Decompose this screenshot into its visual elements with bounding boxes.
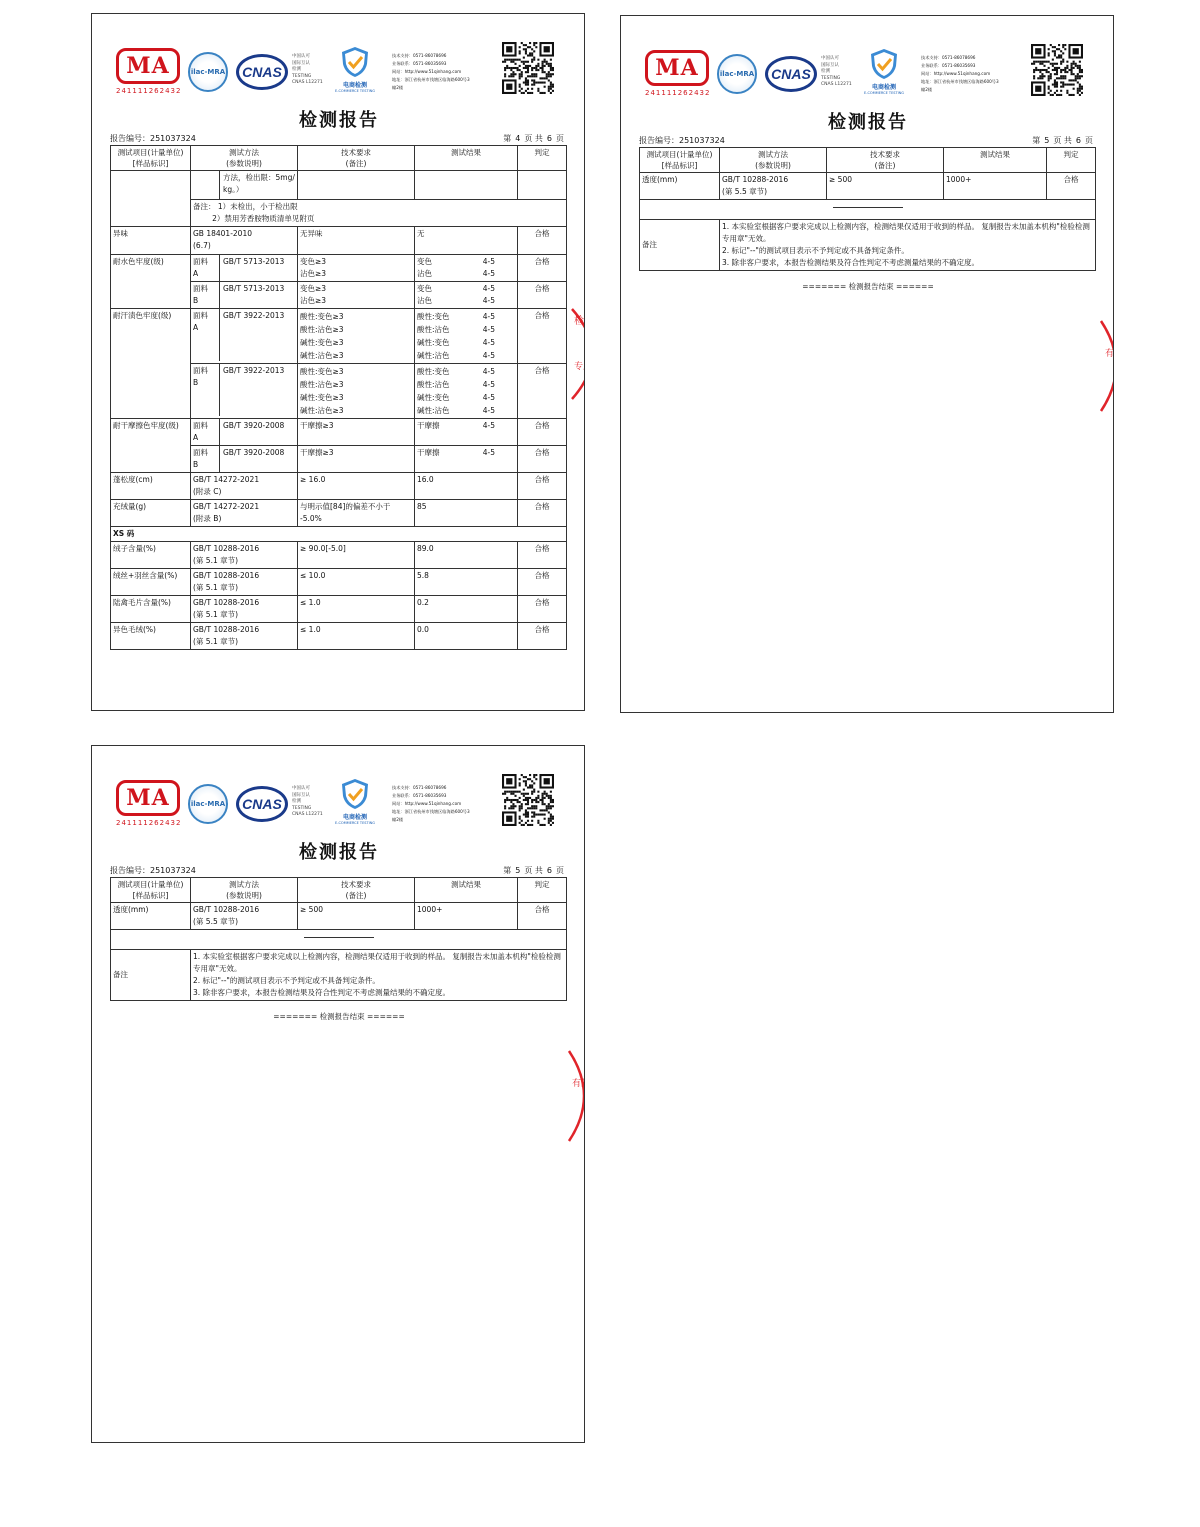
result-cell: 1000+ [415,903,518,930]
method-cell: GB/T 10288-2016 (第 5.1 章节) [191,569,298,596]
table-row [111,309,567,364]
requirement-cell: 无异味 [298,227,415,255]
report-meta [110,865,566,876]
contact-info [392,52,502,92]
contact-line: 网站：http://www.51qinhang.com [392,801,462,806]
report-number [110,865,196,876]
requirement-cell: 酸性:变色≥3 酸性:沾色≥3 碱性:变色≥3 碱性:沾色≥3 [298,309,415,364]
item-cell: 耐汗渍色牢度(级) [111,309,191,419]
shield-check-icon [869,48,899,80]
judgement-cell: 合格 [518,473,567,500]
size-label: XS 码 [111,527,567,542]
page-prefix: 第 [503,134,512,143]
ecommerce-testing-logo [330,46,380,98]
requirement-cell: 变色≥3 沾色≥3 [298,255,415,282]
page-number: 5 [515,866,521,875]
judgement-cell: 合格 [518,596,567,623]
table-header-row [111,146,567,171]
col-judgement: 判定 [1047,148,1096,173]
contact-line: 幢2楼 [921,87,933,92]
result-label: 变色 [417,284,432,293]
judgement-cell: 合格 [518,623,567,650]
method-cell: GB/T 5713-2013 [223,284,285,293]
page-total: 6 [546,134,552,143]
result-value: 4-5 [482,284,495,293]
contact-line: 技术支持：0571-86078696 [392,785,447,790]
report-header [639,44,1085,104]
result-cell: 5.8 [415,569,518,596]
item-cell: 耐干摩擦色牢度(级) [111,419,191,473]
item-cell: 充绒量(g) [111,500,191,527]
page-prefix: 第 [503,866,512,875]
contact-line: 业务联系：0571-86035693 [392,61,447,66]
col-method: 测试方法 (参数说明) [720,148,827,173]
report-title: 检测报告 [828,112,908,133]
page-suffix: 页 [556,134,564,143]
contact-line: 网站：http://www.51qinhang.com [392,69,462,74]
result-cell: 1000+ [944,173,1047,200]
remarks-label: 备注 [111,950,191,1001]
col-item: 测试项目(计量单位) [样品标识] [111,146,191,171]
method-cell: GB/T 3922-2013 [223,311,285,320]
page-number: 5 [1044,136,1050,145]
shield-check-icon [340,778,370,810]
ec-title: 电商检测 [342,814,367,821]
col-requirement: 技术要求 (备注) [298,878,415,903]
remark-item: 3. 除非客户要求，本报告检测结果及符合性判定不考虑测量结果的不确定度。 [193,988,451,997]
results-table [639,147,1096,271]
end-of-data-line [304,937,374,938]
report-number-label: 报告编号： [110,866,150,875]
cnas-caption: 中国认可 国际互认 检测 TESTING CNAS L12271 [292,786,323,817]
cnas-caption: 中国认可 国际互认 检测 TESTING CNAS L12271 [821,56,852,87]
contact-line: 幢2楼 [392,85,404,90]
report-meta [110,133,566,144]
end-of-data-line [833,207,903,208]
ilac-mra-logo: ilac-MRA [717,54,757,94]
result-value: 4-5 4-5 4-5 4-5 [482,312,495,360]
result-cell: 89.0 [415,542,518,569]
table-row [111,171,567,200]
note-text: 备注： 1）未检出，小于检出限 2）禁用芳香胺物质清单见附页 [191,200,567,227]
red-seal-stamp [552,304,602,404]
result-label: 沾色 [417,296,432,305]
judgement-cell: 合格 [518,309,567,364]
remarks-content [720,220,1096,271]
sample-label: 面料 A [191,255,220,281]
item-cell: 透度(mm) [111,903,191,930]
requirement-cell: 与明示值[84]的偏差不小于 -5.0% [298,500,415,527]
result-value: 4-5 [482,296,495,305]
report-meta [639,135,1095,146]
page-mid: 页 共 [1053,136,1072,145]
contact-line: 地址：浙江省杭州市钱塘区临海路600号3 [392,809,470,814]
stamp-text: 有限公司 [572,1079,609,1089]
col-requirement: 技术要求 (备注) [827,148,944,173]
requirement-cell: 干摩擦≥3 [298,446,415,473]
table-header-row [640,148,1096,173]
cma-logo [645,50,709,96]
requirement-cell: ≥ 90.0[-5.0] [298,542,415,569]
judgement-cell: 合格 [518,903,567,930]
stamp-text: 有限公司 [1105,349,1142,359]
divider-row [111,930,567,950]
col-result: 测试结果 [415,878,518,903]
col-method: 测试方法 (参数说明) [191,878,298,903]
report-number-value: 251037324 [150,134,196,143]
report-number-label: 报告编号： [639,136,679,145]
result-value: 4-5 [482,421,495,430]
judgement-cell: 合格 [518,364,567,419]
report-title: 检测报告 [299,110,379,131]
contact-line: 幢2楼 [392,817,404,822]
sample-label: 面料 A [191,419,220,445]
table-row [111,500,567,527]
contact-line: 地址：浙江省杭州市钱塘区临海路600号3 [392,77,470,82]
cnas-logo: CNAS [236,786,288,822]
sample-label: 面料 B [191,282,220,308]
method-cell: GB/T 5713-2013 [223,257,285,266]
remarks-content [191,950,567,1001]
result-value: 4-5 [482,269,495,278]
cnas-caption: 中国认可 国际互认 检测 TESTING CNAS L12271 [292,54,323,85]
shield-check-icon [340,46,370,78]
table-row [640,173,1096,200]
judgement-cell: 合格 [518,255,567,282]
report-number-value: 251037324 [679,136,725,145]
item-cell: 绒子含量(%) [111,542,191,569]
contact-line: 技术支持：0571-86078696 [392,53,447,58]
contact-info [921,54,1031,94]
item-cell: 耐水色牢度(级) [111,255,191,309]
col-item: 测试项目(计量单位) [样品标识] [111,878,191,903]
page-indicator [501,133,566,144]
remark-item: 2. 标记"--"的测试项目表示不予判定或不具备判定条件。 [193,976,380,985]
qr-code [502,42,554,94]
remark-item: 1. 本实验室根据客户要求完成以上检测内容，检测结果仅适用于收到的样品。 复制报告未加盖本机构"检验检测专用章"无效。 [722,222,1090,243]
stamp-text: 检测 [574,316,594,327]
method-cell: GB 18401-2010 (6.7) [191,227,298,255]
ec-title: 电商检测 [342,82,367,89]
divider-row [640,200,1096,220]
requirement-cell: 酸性:变色≥3 酸性:沾色≥3 碱性:变色≥3 碱性:沾色≥3 [298,364,415,419]
result-cell: 0.0 [415,623,518,650]
result-value: 4-5 [482,448,495,457]
judgement-cell: 合格 [1047,173,1096,200]
page-mid: 页 共 [524,866,543,875]
judgement-cell: 合格 [518,542,567,569]
report-header [110,42,556,102]
red-seal-stamp [554,1046,609,1146]
col-result: 测试结果 [944,148,1047,173]
result-cell: 85 [415,500,518,527]
result-label: 沾色 [417,269,432,278]
result-cell: 无 [415,227,518,255]
cma-mark: MA [116,780,180,816]
page-prefix: 第 [1032,136,1041,145]
page-suffix: 页 [1085,136,1093,145]
sample-label: 面料 B [191,364,220,416]
cma-number: 241111262432 [116,819,182,827]
method-cell: GB/T 3920-2008 [223,421,285,430]
qr-code [502,774,554,826]
report-end-marker: ======= 检测报告结束 ====== [273,1012,405,1021]
item-cell: 蓬松度(cm) [111,473,191,500]
result-label: 干摩擦 [417,421,440,430]
table-row [111,255,567,282]
report-page-5 [620,15,1142,713]
report-number [639,135,725,146]
cma-number: 241111262432 [116,87,182,95]
item-cell: 绒丝+羽丝含量(%) [111,569,191,596]
judgement-cell: 合格 [518,446,567,473]
table-row [111,596,567,623]
results-table [110,877,567,1001]
ec-subtitle: E-COMMERCE TESTING [863,91,905,95]
result-cell: 16.0 [415,473,518,500]
remark-item: 3. 除非客户要求，本报告检测结果及符合性判定不考虑测量结果的不确定度。 [722,258,980,267]
requirement-cell: ≤ 10.0 [298,569,415,596]
result-value: 4-5 4-5 4-5 4-5 [482,367,495,415]
red-seal-stamp [1091,316,1142,416]
result-cell: 0.2 [415,596,518,623]
page-suffix: 页 [556,866,564,875]
stamp-text: 专用章 [574,362,602,372]
item-cell: 异味 [111,227,191,255]
method-cell: GB/T 10288-2016 (第 5.5 章节) [720,173,827,200]
judgement-cell: 合格 [518,419,567,446]
table-header-row [111,878,567,903]
table-row [111,227,567,255]
contact-line: 技术支持：0571-86078696 [921,55,976,60]
result-label: 酸性:变色 酸性:沾色 碱性:变色 碱性:沾色 [417,312,450,360]
method-cell: GB/T 10288-2016 (第 5.1 章节) [191,596,298,623]
remarks-row [111,950,567,1001]
method-cell: GB/T 3922-2013 [223,366,285,375]
col-method: 测试方法 (参数说明) [191,146,298,171]
ecommerce-testing-logo [330,778,380,830]
requirement-cell: ≥ 16.0 [298,473,415,500]
judgement-cell: 合格 [518,569,567,596]
method-cell: GB/T 10288-2016 (第 5.5 章节) [191,903,298,930]
table-row [111,623,567,650]
requirement-cell: 变色≥3 沾色≥3 [298,282,415,309]
cma-logo [116,48,180,94]
report-page-5-copy [91,745,609,1443]
table-row [111,542,567,569]
report-title: 检测报告 [299,842,379,863]
col-judgement: 判定 [518,878,567,903]
col-judgement: 判定 [518,146,567,171]
remarks-row [640,220,1096,271]
remarks-label: 备注 [640,220,720,271]
ilac-mra-logo: ilac-MRA [188,52,228,92]
ecommerce-testing-logo [859,48,909,100]
size-section-row [111,527,567,542]
result-label: 变色 [417,257,432,266]
sample-label: 面料 B [191,446,220,472]
result-value: 4-5 [482,257,495,266]
contact-line: 地址：浙江省杭州市钱塘区临海路600号3 [921,79,999,84]
contact-line: 网站：http://www.51qinhang.com [921,71,991,76]
method-cell: GB/T 3920-2008 [223,448,285,457]
cnas-logo: CNAS [236,54,288,90]
cma-mark: MA [116,48,180,84]
item-cell: 透度(mm) [640,173,720,200]
item-cell: 异色毛绒(%) [111,623,191,650]
requirement-cell: ≤ 1.0 [298,596,415,623]
report-page-4 [91,13,602,711]
page-total: 6 [1075,136,1081,145]
method-cell: GB/T 10288-2016 (第 5.1 章节) [191,542,298,569]
method-cell: GB/T 10288-2016 (第 5.1 章节) [191,623,298,650]
sample-label: 面料 A [191,309,220,361]
requirement-cell: ≤ 1.0 [298,623,415,650]
result-label: 酸性:变色 酸性:沾色 碱性:变色 碱性:沾色 [417,367,450,415]
contact-line: 业务联系：0571-86035693 [921,63,976,68]
continued-method: 方法，检出限：5mg/ kg。） [223,173,295,194]
ec-subtitle: E-COMMERCE TESTING [334,89,376,93]
qr-code [1031,44,1083,96]
cma-mark: MA [645,50,709,86]
table-row [111,473,567,500]
col-requirement: 技术要求 (备注) [298,146,415,171]
remark-item: 1. 本实验室根据客户要求完成以上检测内容，检测结果仅适用于收到的样品。 复制报告未加盖本机构"检验检测专用章"无效。 [193,952,561,973]
judgement-cell: 合格 [518,227,567,255]
report-header [110,774,556,834]
report-end-marker: ======= 检测报告结束 ====== [802,282,934,291]
table-row [111,419,567,446]
ec-title: 电商检测 [871,84,896,91]
ilac-mra-logo: ilac-MRA [188,784,228,824]
requirement-cell: 干摩擦≥3 [298,419,415,446]
contact-info [392,784,502,824]
table-row [111,569,567,596]
report-number-label: 报告编号： [110,134,150,143]
requirement-cell: ≥ 500 [298,903,415,930]
method-cell: GB/T 14272-2021 (附录 B) [191,500,298,527]
col-result: 测试结果 [415,146,518,171]
judgement-cell: 合格 [518,500,567,527]
page-indicator [501,865,566,876]
cnas-logo: CNAS [765,56,817,92]
page-number: 4 [515,134,521,143]
page-indicator [1030,135,1095,146]
remark-item: 2. 标记"--"的测试项目表示不予判定或不具备判定条件。 [722,246,909,255]
page-mid: 页 共 [524,134,543,143]
item-cell: 陆禽毛片含量(%) [111,596,191,623]
report-number [110,133,196,144]
contact-line: 业务联系：0571-86035693 [392,793,447,798]
result-label: 干摩擦 [417,448,440,457]
ec-subtitle: E-COMMERCE TESTING [334,821,376,825]
cma-number: 241111262432 [645,89,711,97]
col-item: 测试项目(计量单位) [样品标识] [640,148,720,173]
table-row [111,903,567,930]
judgement-cell: 合格 [518,282,567,309]
method-cell: GB/T 14272-2021 (附录 C) [191,473,298,500]
report-number-value: 251037324 [150,866,196,875]
page-total: 6 [546,866,552,875]
results-table [110,145,567,650]
cma-logo [116,780,180,826]
requirement-cell: ≥ 500 [827,173,944,200]
